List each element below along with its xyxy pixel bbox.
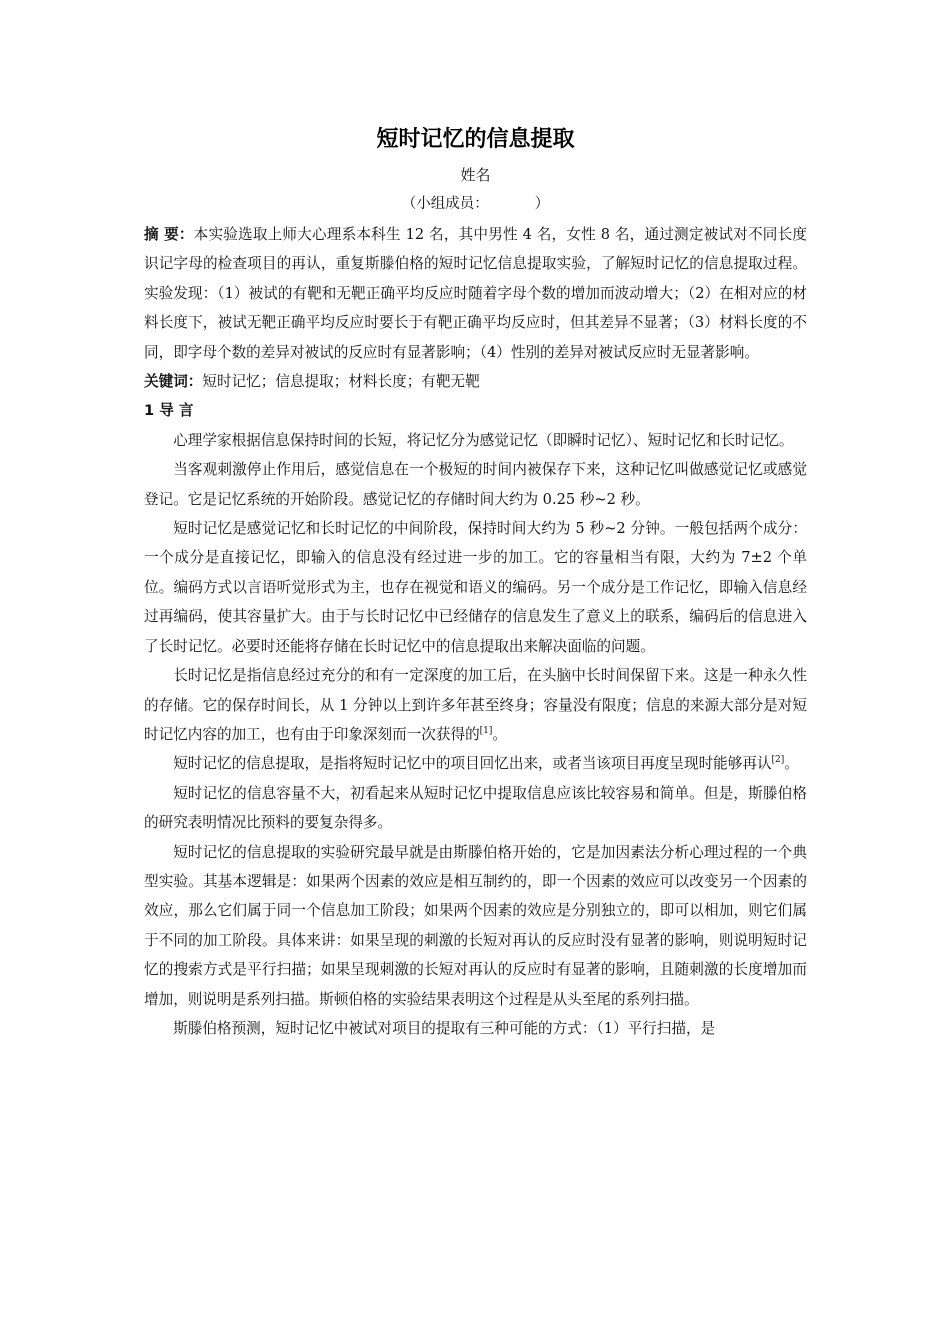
keywords-label: 关键词： [144,373,203,391]
section-heading: 1 导 言 [144,402,194,420]
paragraph-4-text: 长时记忆是指信息经过充分的和有一定深度的加工后，在头脑中长时间保留下来。这是一种永久性的存储。它的保存时间长，从 1 分钟以上到许多年甚至终身；容量没有限度；信息的来源大部分是对短时记忆内容的加工，也有由于印象深刻而一次获得的 [144,667,807,743]
abstract [144,220,807,367]
paragraph-5-text: 短时记忆的信息提取，是指将短时记忆中的项目回忆出来，或者当该项目再度呈现时能够再认 [173,755,772,773]
paragraph-7: 短时记忆的信息提取的实验研究最早就是由斯滕伯格开始的，它是加因素法分析心理过程的一个典型实验。其基本逻辑是：如果两个因素的效应是相互制约的，即一个因素的效应可以改变另一个因素的效应，那么它们属于同一个信息加工阶段；如果两个因素的效应是分别独立的，即可以相加，则它们属于不同的加工阶段。具体来讲：如果呈现的刺激的长短对再认的反应时没有显著的影响，则说明短时记忆的搜索方式是平行扫描；如果呈现刺激的长短对再认的反应时有显著的影响，且随刺激的长度增加而增加，则说明是系列扫描。斯顿伯格的实验结果表明这个过程是从头至尾的系列扫描。 [144,843,807,1008]
keywords [144,367,807,396]
paragraph-8: 斯滕伯格预测，短时记忆中被试对项目的提取有三种可能的方式：（1）平行扫描，是 [173,1019,716,1037]
document-body [144,120,807,1043]
keywords-text: 短时记忆；信息提取；材料长度；有靶无靶 [202,373,480,391]
abstract-label: 摘 要： [144,226,194,243]
abstract-text: 本实验选取上师大心理系本科生 12 名，其中男性 4 名，女性 8 名，通过测定被试对不同长度识记字母的检查项目的再认，重复斯滕伯格的短时记忆信息提取实验，了解短时记忆的信息提取过程。实验发现：（1）被试的有靶和无靶正确平均反应时随着字母个数的增加而波动增大；（2）在相对应的材料长度下，被试无靶正确平均反应时要长于有靶正确平均反应时，但其差异不显著；（3）材料长度的不同，即字母个数的差异对被试的反应时有显著影响；（4）性别的差异对被试反应时无显著影响。 [144,226,807,361]
citation-1: [1] [479,726,493,737]
paragraph-3: 短时记忆是感觉记忆和长时记忆的中间阶段，保持时间大约为 5 秒~2 分钟。一般包括两个成分：一个成分是直接记忆，即输入的信息没有经过进一步的加工。它的容量相当有限，大约为 7±2 个单位。编码方式以言语听觉形式为主，也存在视觉和语义的编码。另一个成分是工作记忆，即输入信息经过再编码，使其容量扩大。由于与长时记忆中已经储存的信息发生了意义上的联系，编码后的信息进入了长时记忆。必要时还能将存储在长时记忆中的信息提取出来解决面临的问题。 [144,520,807,655]
document-title: 短时记忆的信息提取 [376,127,575,152]
paragraph-5 [144,749,807,778]
paragraph-5-end: 。 [784,755,799,773]
paragraph-6: 短时记忆的信息容量不大，初看起来从短时记忆中提取信息应该比较容易和简单。但是，斯滕伯格的研究表明情况比预料的要复杂得多。 [144,784,807,832]
paragraph-1: 心理学家根据信息保持时间的长短，将记忆分为感觉记忆（即瞬时记忆）、短时记忆和长时记忆。 [173,431,794,449]
paragraph-4-end: 。 [492,725,508,743]
citation-2: [2] [771,755,785,766]
paragraph-4 [144,661,807,749]
author-name: 姓名 [460,166,491,184]
group-members: （小组成员： ） [401,196,550,212]
paragraph-2: 当客观刺激停止作用后，感觉信息在一个极短的时间内被保存下来，这种记忆叫做感觉记忆或感觉登记。它是记忆系统的开始阶段。感觉记忆的存储时间大约为 0.25 秒~2 秒。 [144,461,807,508]
